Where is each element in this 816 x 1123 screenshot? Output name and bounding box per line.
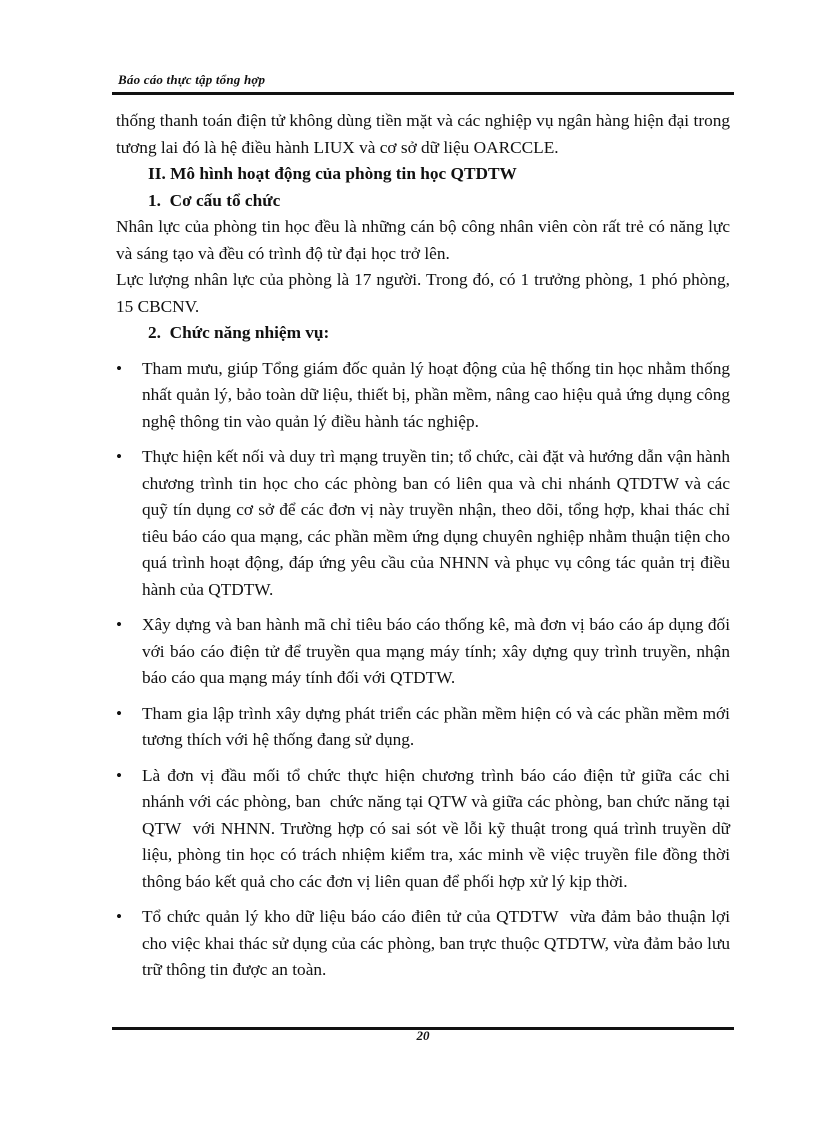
- subsection-heading-functions: 2. Chức năng nhiệm vụ:: [148, 323, 330, 342]
- page-header: [112, 70, 734, 95]
- document-body: [116, 108, 730, 984]
- list-item: • Tổ chức quản lý kho dữ liệu báo cáo điên tử của QTDTW vừa đảm bảo thuận lợi cho việc khai thác sử dụng của các phòng, ban trực thuộc QTDTW, vừa đảm bảo lưu trữ thông tin được an toàn.: [116, 904, 730, 984]
- section-heading: II. Mô hình hoạt động của phòng tin học QTDTW: [148, 164, 517, 183]
- list-item: • Thực hiện kết nối và duy trì mạng truyền tin; tổ chức, cài đặt và hướng dẫn vận hành chương trình tin học cho các phòng ban có liên qua và chi nhánh QTDTW và các quỹ tín dụng cơ sở để các đơn vị này truyền nhận, theo dõi, tổng hợp, khai thác chỉ tiêu báo cáo qua mạng, các phần mềm ứng dụng chuyên nghiệp nhằm thuận tiện cho quá trình hoạt động, đáp ứng yêu cầu của NHNN và phục vụ công tác quản trị điều hành của QTDTW.: [116, 444, 730, 603]
- intro-paragraph: thống thanh toán điện tử không dùng tiền mặt và các nghiệp vụ ngân hàng hiện đại trong tương lai đó là hệ điều hành LIUX và cơ sở dữ liệu OARCCLE.: [116, 111, 730, 157]
- list-item: • Xây dựng và ban hành mã chỉ tiêu báo cáo thống kê, mà đơn vị báo cáo áp dụng đối với báo cáo điện tử để truyền qua mạng máy tính; xây dựng quy trình truyền, nhận báo cáo qua mạng máy tính đối với QTDTW.: [116, 612, 730, 692]
- functions-list: [116, 356, 730, 984]
- header-title: Báo cáo thực tập tổng hợp: [118, 72, 266, 87]
- subsection-heading-structure: 1. Cơ cấu tổ chức: [148, 190, 281, 210]
- structure-paragraph-1: Nhân lực của phòng tin học đều là những cán bộ công nhân viên còn rất trẻ có năng lực và sáng tạo và đều có trình độ từ đại học trở lên.: [116, 217, 730, 263]
- page-number: 20: [416, 1028, 430, 1043]
- list-item: • Tham mưu, giúp Tổng giám đốc quản lý hoạt động của hệ thống tin học nhằm thống nhất quản lý, bảo toàn dữ liệu, thiết bị, phần mềm, nâng cao hiệu quả ứng dụng công nghệ thông tin vào quản lý điều hành tác nghiệp.: [116, 356, 730, 436]
- list-item: • Tham gia lập trình xây dựng phát triển các phần mềm hiện có và các phần mềm mới tương thích với hệ thống đang sử dụng.: [116, 701, 730, 754]
- list-item: • Là đơn vị đầu mối tổ chức thực hiện chương trình báo cáo điện tử giữa các chi nhánh với các phòng, ban chức năng tại QTW và giữa các phòng, ban chức năng tại QTW với NHNN. Trường hợp có sai sót về lỗi kỹ thuật trong quá trình truyền dữ liệu, phòng tin học có trách nhiệm kiểm tra, xác minh về việc truyền file đồng thời thông báo kết quả cho các đơn vị liên quan để phối hợp xử lý kịp thời.: [116, 763, 730, 896]
- structure-paragraph-2: Lực lượng nhân lực của phòng là 17 người. Trong đó, có 1 trưởng phòng, 1 phó phòng, 15 CBCNV.: [116, 270, 730, 316]
